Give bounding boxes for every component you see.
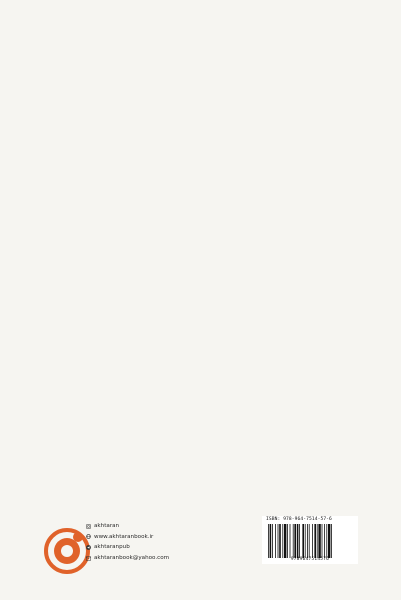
globe-icon: [86, 534, 91, 539]
telegram-icon: [86, 545, 91, 550]
contact-text: akhtaranbook@yahoo.com: [94, 554, 170, 561]
isbn-label: ISBN: 978-964-7514-57-6: [266, 517, 332, 522]
contact-text: akhtaranpub: [94, 544, 130, 551]
contact-website[interactable]: [86, 532, 169, 543]
back-cover-blurb: [44, 42, 360, 48]
contact-telegram[interactable]: [86, 542, 169, 553]
isbn-digits: 9789647514576: [290, 557, 330, 562]
contact-instagram[interactable]: [86, 521, 169, 532]
mail-icon: [86, 556, 91, 561]
isbn-barcode: [266, 524, 354, 558]
contact-text: akhtaran: [94, 523, 120, 529]
contact-email[interactable]: [86, 553, 169, 564]
contact-text: www.akhtaranbook.ir: [94, 533, 154, 540]
instagram-icon: [86, 524, 91, 529]
publisher-contacts: [86, 521, 169, 563]
